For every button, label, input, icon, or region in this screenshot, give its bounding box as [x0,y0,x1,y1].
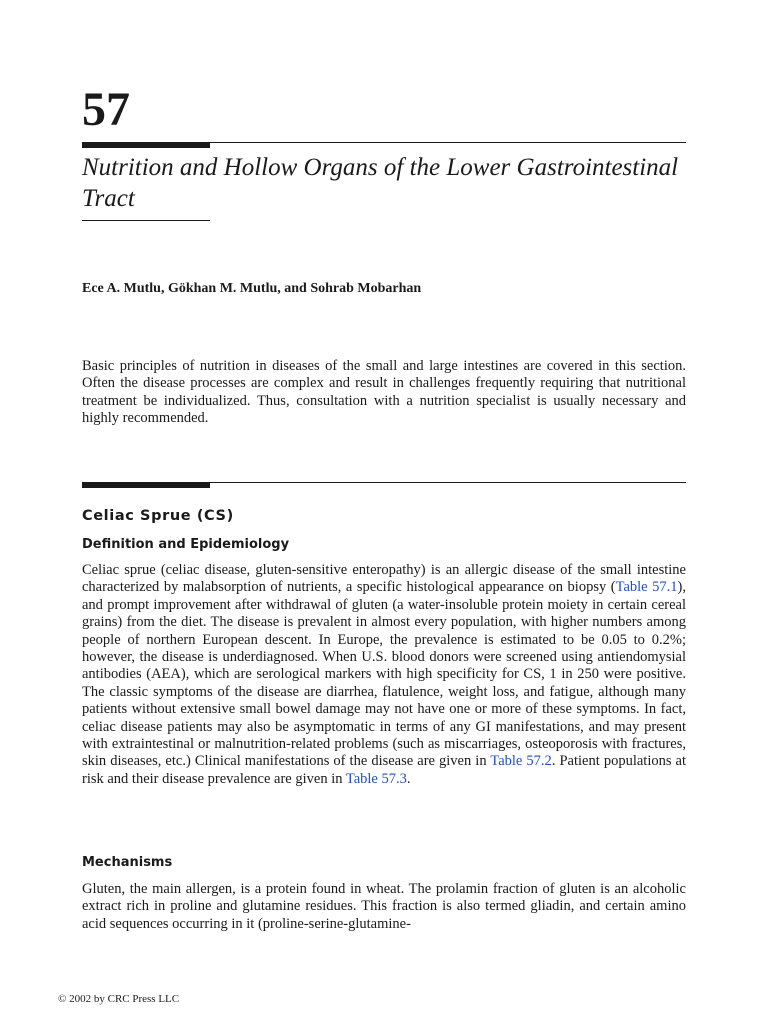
section-rule-thin [210,482,686,483]
definition-text-2: ), and prompt improvement after withdrawal of gluten (a water-insoluble protein moiety in certain cereal grains) from the diet. The disease is prevalent in almost every population, with higher numbers among people of northern European descent. In Europe, the prevalence is estimated to be 0.05 to 0.2%; however, the disease is underdiagnosed. When U.S. blood donors were screened using antiendomysial antibodies (AEA), which are serological markers with high specificity for CS, 1 in 250 were positive. The classic symptoms of the disease are diarrhea, flatulence, weight loss, and fatigue, although many patients without extensive small bowel damage may not have one or more of these symptoms. In fact, celiac disease patients may also be asymptomatic in terms of any GI manifestations, and may present with extraintestinal or malnutrition-related problems (such as miscarriages, osteoporosis with fractures, skin diseases, etc.) Clinical manifestations of the disease are given in [82,579,686,770]
definition-paragraph [82,562,686,788]
definition-text-3: . Patient populations at risk and their disease prevalence are given in [82,753,687,787]
definition-text-4: . [406,770,411,787]
title-underline [82,220,210,221]
mechanisms-paragraph: Gluten, the main allergen, is a protein found in wheat. The prolamin fraction of gluten is an alcoholic extract rich in proline and glutamine residues. This fraction is also termed gliadin, and certain amino acid sequences occurring in it (proline-serine-glutamine- [82,881,686,932]
section-heading: Celiac Sprue (CS) [82,508,234,524]
definition-text-1: Celiac sprue (celiac disease, gluten-sensitive enteropathy) is an allergic disease of the small intestine characterized by malabsorption of nutrients, a specific histological appearance on biopsy ( [82,562,686,596]
intro-paragraph: Basic principles of nutrition in diseases of the small and large intestines are covered in this section. Often the disease processes are complex and result in challenges frequently requiring that nutritional treatment be individualized. Thus, consultation with a nutrition specialist is usually necessary and highly recommended. [82,358,686,427]
table-57-1-link[interactable]: Table 57.1 [615,579,678,596]
chapter-authors: Ece A. Mutlu, Gökhan M. Mutlu, and Sohrab Mobarhan [82,281,422,296]
section-rule-thick [82,482,210,488]
copyright-footer: © 2002 by CRC Press LLC [58,993,180,1005]
chapter-rule-thin [210,142,686,143]
definition-heading: Definition and Epidemiology [82,537,290,552]
chapter-number: 57 [82,83,130,136]
table-57-2-link[interactable]: Table 57.2 [490,753,552,770]
chapter-title: Nutrition and Hollow Organs of the Lower Gastrointestinal Tract [82,154,679,212]
chapter-rule-thick [82,142,210,148]
mechanisms-heading: Mechanisms [82,855,173,870]
table-57-3-link[interactable]: Table 57.3 [345,770,407,787]
